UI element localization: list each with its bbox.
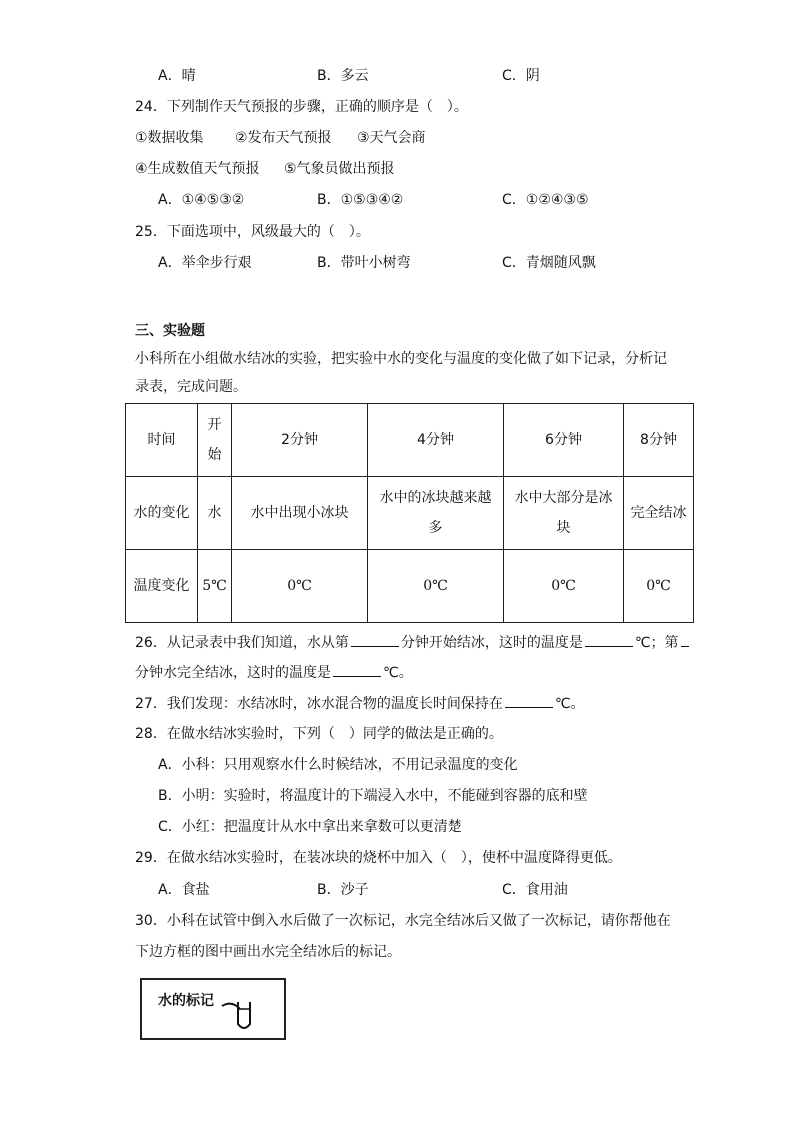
q26-part1: 26．从记录表中我们知道，水从第 <box>135 635 349 651</box>
test-tube-icon <box>220 990 260 1038</box>
q27-part1: 27．我们发现：水结冰时，冰水混合物的温度长时间保持在 <box>135 696 503 712</box>
q26-part2: 分钟开始结冰，这时的温度是 <box>400 635 583 651</box>
q29-option-b: B．沙子 <box>317 882 369 898</box>
answer-blank[interactable] <box>505 693 553 708</box>
table-cell: 时间 <box>126 404 198 477</box>
table-row <box>126 404 694 477</box>
q25-option-a: A．举伞步行艰 <box>158 255 252 271</box>
table-cell: 完全结冰 <box>624 477 694 550</box>
table-row <box>126 477 694 550</box>
q26-line1 <box>135 632 691 653</box>
table-cell: 温度变化 <box>126 550 198 623</box>
q29-option-a: A．食盐 <box>158 882 210 898</box>
q24-option-c: C．①②④③⑤ <box>502 192 589 208</box>
answer-blank[interactable] <box>681 632 689 647</box>
figure-label: 水的标记 <box>158 993 214 1009</box>
q25-option-b: B．带叶小树弯 <box>317 255 411 271</box>
table-cell: 开始 <box>198 404 232 477</box>
q26-part5: ℃。 <box>383 665 413 681</box>
q27-part2: ℃。 <box>554 696 585 712</box>
q23-option-b: B．多云 <box>317 68 369 84</box>
q25-option-c: C．青烟随风飘 <box>502 255 596 271</box>
table-cell: 水中大部分是冰块 <box>504 477 624 550</box>
table-cell: 水中出现小冰块 <box>232 477 368 550</box>
answer-blank[interactable] <box>351 632 399 647</box>
q26-line2 <box>135 662 413 683</box>
section-heading: 三、实验题 <box>135 323 205 339</box>
q24-step-3: ③天气会商 <box>357 130 426 146</box>
q24-stem: 24．下列制作天气预报的步骤，正确的顺序是（ ）。 <box>135 99 468 115</box>
q26-part3: ℃；第 <box>634 635 679 651</box>
q30-line1: 30．小科在试管中倒入水后做了一次标记，水完全结冰后又做了一次标记，请你帮他在 <box>135 913 671 929</box>
q29-option-c: C．食用油 <box>502 882 568 898</box>
table-cell: 8分钟 <box>624 404 694 477</box>
table-cell: 0℃ <box>504 550 624 623</box>
table-row <box>126 550 694 623</box>
q30-line2: 下边方框的图中画出水完全结冰后的标记。 <box>135 944 401 960</box>
q29-stem: 29．在做水结冰实验时，在装冰块的烧杯中加入（ ），使杯中温度降得更低。 <box>135 850 622 866</box>
q28-option-c: C．小红：把温度计从水中拿出来拿数可以更清楚 <box>158 819 462 835</box>
section-intro-line2: 录表，完成问题。 <box>135 379 247 395</box>
section-intro-line1: 小科所在小组做水结冰的实验，把实验中水的变化与温度的变化做了如下记录，分析记 <box>135 351 667 367</box>
q26-part4: 分钟水完全结冰，这时的温度是 <box>135 665 331 681</box>
q24-step-1: ①数据收集 <box>135 130 204 146</box>
q28-stem: 28．在做水结冰实验时，下列（ ）同学的做法是正确的。 <box>135 726 503 742</box>
table-cell: 水的变化 <box>126 477 198 550</box>
table-cell: 6分钟 <box>504 404 624 477</box>
answer-blank[interactable] <box>333 662 381 677</box>
table-cell: 水 <box>198 477 232 550</box>
record-table <box>125 403 694 623</box>
table-cell: 4分钟 <box>368 404 504 477</box>
table-cell: 2分钟 <box>232 404 368 477</box>
q23-option-a: A．晴 <box>158 68 196 84</box>
q24-step-2: ②发布天气预报 <box>235 130 332 146</box>
q28-option-b: B．小明：实验时，将温度计的下端浸入水中，不能碰到容器的底和壁 <box>158 788 588 804</box>
table-cell: 0℃ <box>232 550 368 623</box>
q24-step-4: ④生成数值天气预报 <box>135 161 260 177</box>
q24-option-a: A．①④⑤③② <box>158 192 245 208</box>
table-cell: 0℃ <box>368 550 504 623</box>
q27 <box>135 693 585 714</box>
q23-option-c: C．阴 <box>502 68 540 84</box>
table-cell: 0℃ <box>624 550 694 623</box>
table-cell: 5℃ <box>198 550 232 623</box>
table-cell: 水中的冰块越来越多 <box>368 477 504 550</box>
q25-stem: 25．下面选项中，风级最大的（ ）。 <box>135 224 370 240</box>
answer-blank[interactable] <box>585 632 633 647</box>
q24-step-5: ⑤气象员做出预报 <box>284 161 395 177</box>
q24-option-b: B．①⑤③④② <box>317 192 404 208</box>
q28-option-a: A．小科：只用观察水什么时候结冰，不用记录温度的变化 <box>158 757 518 773</box>
